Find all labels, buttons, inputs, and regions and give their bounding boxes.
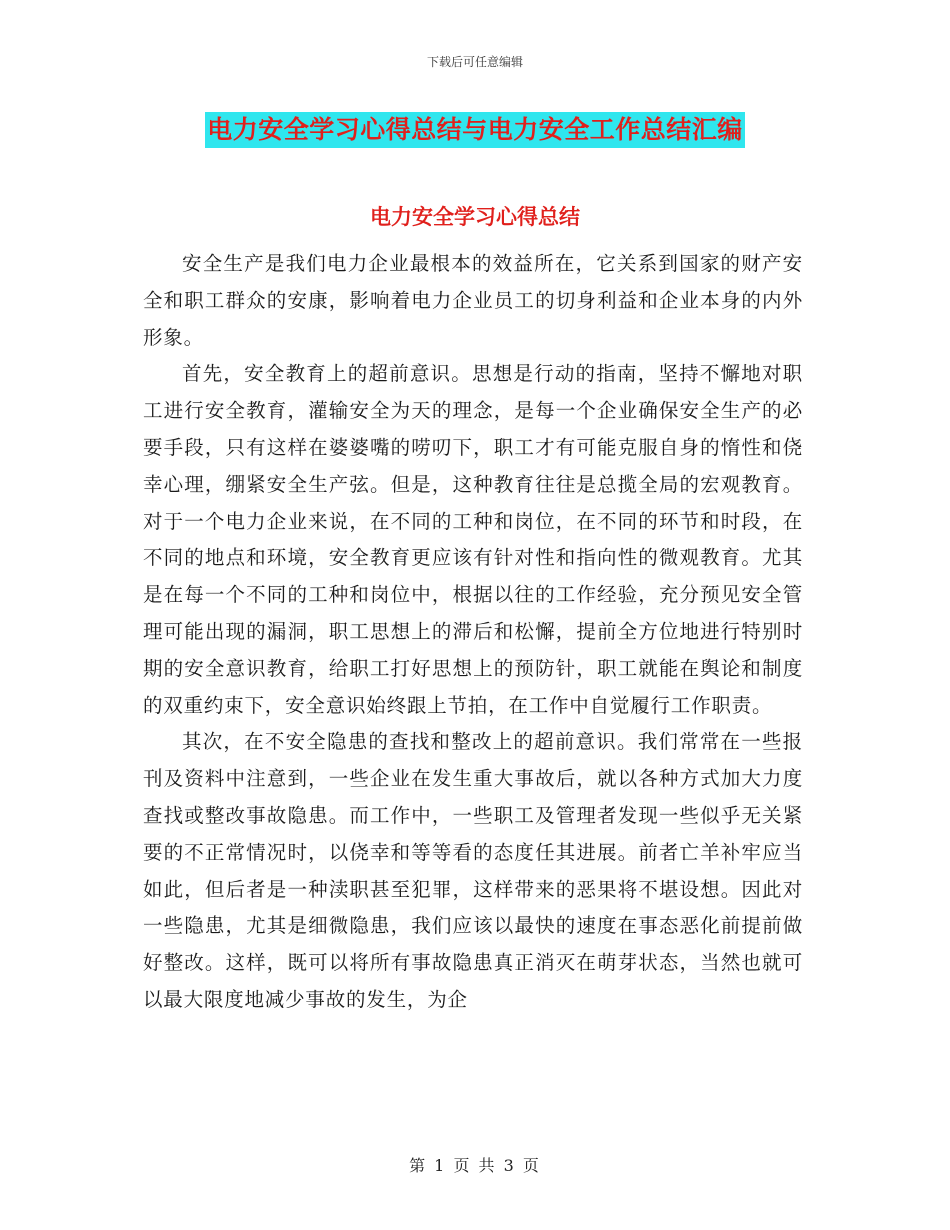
header-note: 下载后可任意编辑 bbox=[426, 55, 523, 69]
paragraph: 首先，安全教育上的超前意识。思想是行动的指南，坚持不懈地对职工进行安全教育，灌输安全为天的理念，是每一个企业确保安全生产的必要手段，只有这样在婆婆嘴的唠叨下，职工才有可能克服自身的惰性和侥幸心理，绷紧安全生产弦。但是，这种教育往往是总揽全局的宏观教育。对于一个电力企业来说，在不同的工种和岗位，在不同的环节和时段，在不同的地点和环境，安全教育更应该有针对性和指向性的微观教育。尤其是在每一个不同的工种和岗位中，根据以往的工作经验，充分预见安全管理可能出现的漏洞，职工思想上的滞后和松懈，提前全方位地进行特别时期的安全意识教育，给职工打好思想上的预防针，职工就能在舆论和制度的双重约束下，安全意识始终跟上节拍，在工作中自觉履行工作职责。 bbox=[143, 362, 803, 717]
section-title: 电力安全学习心得总结 bbox=[370, 205, 580, 229]
page-number: 第 1 页 共 3 页 bbox=[409, 1156, 541, 1175]
document-body bbox=[143, 246, 803, 1019]
document-title: 电力安全学习心得总结与电力安全工作总结汇编 bbox=[205, 112, 745, 148]
paragraph: 安全生产是我们电力企业最根本的效益所在，它关系到国家的财产安全和职工群众的安康，影响着电力企业员工的切身利益和企业本身的内外形象。 bbox=[143, 252, 803, 349]
document-title-container bbox=[0, 112, 950, 148]
paragraph: 其次，在不安全隐患的查找和整改上的超前意识。我们常常在一些报刊及资料中注意到，一些企业在发生重大事故后，就以各种方式加大力度查找或整改事故隐患。而工作中，一些职工及管理者发现一些似乎无关紧要的不正常情况时，以侥幸和等等看的态度任其进展。前者亡羊补牢应当如此，但后者是一种渎职甚至犯罪，这样带来的恶果将不堪设想。因此对一些隐患，尤其是细微隐患，我们应该以最快的速度在事态恶化前提前做好整改。这样，既可以将所有事故隐患真正消灭在萌芽状态，当然也就可以最大限度地减少事故的发生，为企 bbox=[143, 730, 803, 1011]
